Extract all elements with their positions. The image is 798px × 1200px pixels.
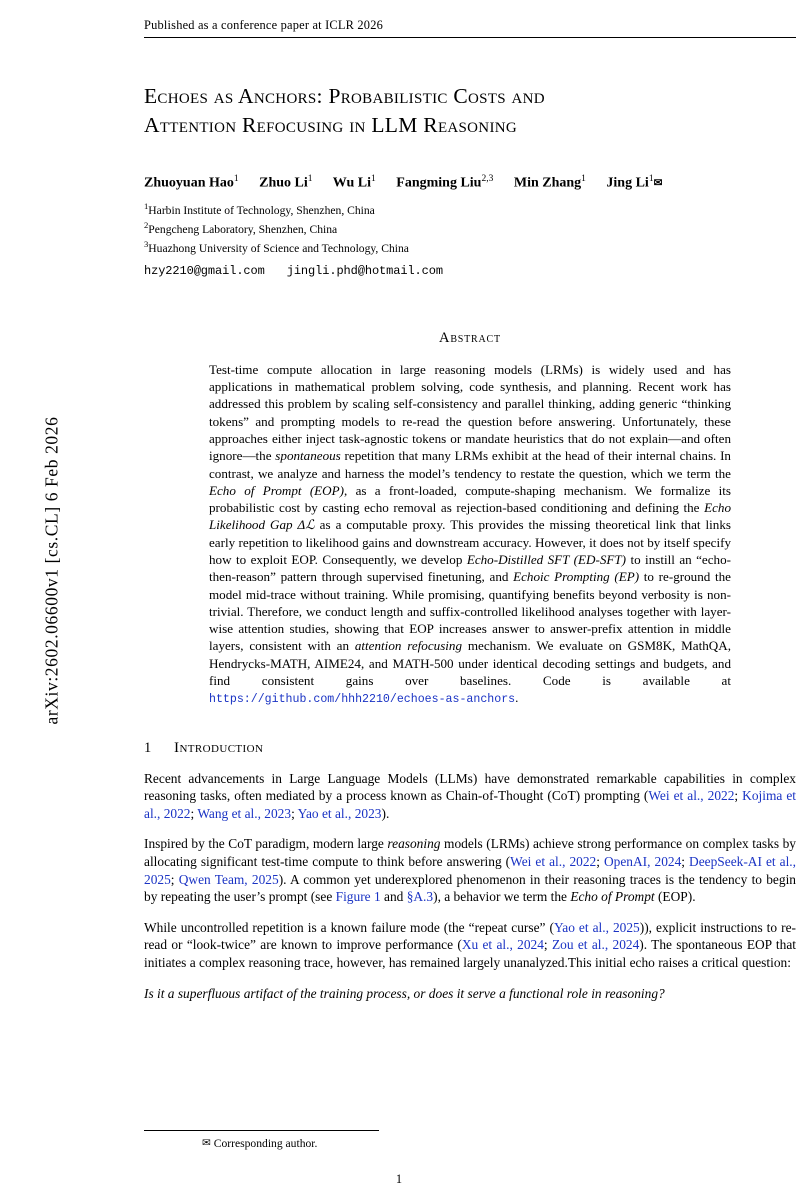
abstract-text: as a computable proxy. This provides the missing theoretical link that links early repetition to likelihood gains and downstream accuracy. However, it does not by itself specify how to exploit EOP. Consequently, we develop	[209, 517, 732, 567]
abstract-emphasis: Echo of Prompt (EOP)	[209, 482, 344, 498]
intro-paragraph-1	[144, 770, 796, 823]
title-line-1: Echoes as Anchors: Probabilistic Costs and	[144, 84, 545, 108]
paragraph-text: ;	[734, 788, 743, 804]
paragraph-text: ;	[543, 937, 552, 953]
citation-link[interactable]: Wei et al., 2022	[510, 854, 597, 870]
abstract-text: to instill an “echo-then-reason” pattern through supervised finetuning, and	[209, 552, 731, 585]
paragraph-text: ;	[291, 805, 298, 821]
paragraph-text: ).	[381, 805, 390, 821]
page-title	[144, 82, 796, 140]
citation-link[interactable]: Yao et al., 2025	[553, 919, 640, 935]
paragraph-text: )), explicit instructions to re-read or “look-twice” are known to improve performance (	[144, 919, 796, 953]
footnote	[202, 1137, 317, 1150]
paragraph-text: ;	[596, 854, 604, 870]
paragraph-emphasis: reasoning	[387, 836, 441, 852]
section-reference[interactable]: §A.3	[406, 889, 434, 905]
affiliation-text: Pengcheng Laboratory, Shenzhen, China	[148, 222, 338, 236]
citation-link[interactable]: Wei et al., 2022	[648, 788, 735, 804]
paragraph-text: ;	[190, 805, 198, 821]
figure-reference[interactable]: Figure 1	[335, 889, 381, 905]
running-header	[144, 18, 796, 38]
author-sup: 2,3	[481, 174, 494, 184]
paragraph-text: ), a behavior we term the	[433, 889, 571, 905]
citation-link[interactable]: Kojima et al., 2022	[144, 788, 796, 821]
section-title: Introduction	[174, 738, 264, 756]
abstract-emphasis: attention refocusing	[354, 638, 463, 654]
author-sup: 1	[581, 174, 586, 184]
paragraph-emphasis: Echo of Prompt	[570, 889, 655, 905]
abstract-emphasis: Echoic Prompting (EP)	[513, 569, 640, 585]
intro-paragraph-2	[144, 835, 796, 905]
paragraph-text: While uncontrolled repetition is a known failure mode (the “repeat curse” (	[144, 919, 554, 935]
content-column	[144, 70, 796, 1002]
citation-link[interactable]: OpenAI, 2024	[604, 854, 682, 870]
citation-link[interactable]: Zou et al., 2024	[551, 937, 640, 953]
title-line-2: Attention Refocusing in LLM Reasoning	[144, 113, 518, 137]
paragraph-text: ). The spontaneous EOP that initiates a complex reasoning trace, however, has remained largely unanalyzed.This initial echo raises a critical question:	[144, 937, 797, 971]
paragraph-text: Recent advancements in Large Language Models (LLMs) have demonstrated remarkable capabilities in complex reasoning tasks, often mediated by a process known as Chain-of-Thought (CoT) prompting (	[144, 770, 796, 804]
author-name: Jing Li	[606, 175, 649, 191]
affiliation-text: Huazhong University of Science and Technology, China	[148, 242, 409, 256]
abstract-emphasis: Echo-Distilled SFT (ED-SFT)	[466, 552, 627, 567]
section-number: 1	[144, 739, 152, 756]
abstract-heading: Abstract	[439, 329, 501, 346]
author-name: Min Zhang	[513, 175, 582, 191]
envelope-icon: ✉	[653, 177, 663, 189]
paragraph-text: (EOP).	[654, 889, 696, 905]
envelope-icon: ✉	[202, 1138, 211, 1149]
author-list	[144, 170, 796, 194]
author-sup: 1	[371, 174, 376, 184]
abstract-text: repetition that many LRMs exhibit at the head of their internal chains. In contrast, we analyze and harness the model’s tendency to restate the question, which we term the	[209, 448, 731, 481]
abstract-body	[209, 361, 731, 709]
abstract-text: mechanism. We evaluate on GSM8K, MathQA, Hendrycks-MATH, AIME24, and MATH-500 under identical decoding settings and budgets, and find consistent gains over baselines. Code is available at	[209, 638, 731, 689]
paragraph-text: ;	[681, 854, 690, 870]
running-header-text: Published as a conference paper at ICLR 2026	[144, 18, 383, 32]
author-sup: 1	[648, 174, 654, 184]
footnote-text: Corresponding author.	[213, 1137, 318, 1150]
citation-link[interactable]: Yao et al., 2023	[297, 805, 382, 821]
affiliation-sup: 2	[144, 220, 149, 231]
paragraph-text: Inspired by the CoT paradigm, modern large	[144, 836, 388, 852]
research-question: Is it a superfluous artifact of the training process, or does it serve a functional role in reasoning?	[144, 985, 665, 1001]
citation-link[interactable]: Xu et al., 2024	[461, 937, 544, 953]
author-name: Zhuoyuan Hao	[144, 175, 234, 191]
footnote-rule	[144, 1130, 379, 1131]
affiliation-sup: 1	[144, 200, 149, 211]
arxiv-stamp: arXiv:2602.06600v1 [cs.CL] 6 Feb 2026	[41, 416, 62, 725]
affiliation-list	[144, 199, 796, 257]
author-sup: 1	[307, 174, 313, 184]
paragraph-text: and	[380, 889, 407, 905]
affiliation-text: Harbin Institute of Technology, Shenzhen, China	[148, 203, 375, 217]
paragraph-text: models (LRMs) achieve strong performance on complex tasks by allocating significant test-time compute to think before answering (	[144, 836, 796, 870]
paragraph-text: ). A common yet underexplored phenomenon in their reasoning traces is the tendency to begin by repeating the user’s prompt (see	[144, 871, 796, 905]
abstract-text: Test-time compute allocation in large reasoning models (LRMs) is widely used and has applications in mathematical problem solving, code synthesis, and planning. Recent work has addressed this problem by scaling self-consistency and parallel thinking, adding generic “thinking tokens” and prompting models to re-read the question before answering. Unfortunately, these approaches either inject task-agnostic tokens or mandate heuristics that do not explain—and often ignore—the	[209, 361, 731, 464]
abstract-text: to re-ground the model mid-trace without training. While promising, quantifying benefits beyond verbosity is non-trivial. Therefore, we conduct length and suffix-controlled likelihood analyses together with layer-wise attention studies, showing that EOP increases answer to answer-prefix attention in middle layers, consistent with an	[209, 569, 731, 654]
email-secondary[interactable]: jingli.phd@hotmail.com	[286, 263, 443, 278]
abstract-emphasis: spontaneous	[275, 448, 341, 464]
citation-link[interactable]: DeepSeek-AI et al., 2025	[144, 854, 796, 887]
author-sup: 1	[233, 174, 239, 184]
page-number: 1	[395, 1172, 403, 1186]
affiliation-item	[144, 218, 796, 237]
author-name: Zhuo Li	[259, 175, 308, 191]
author-name: Wu Li	[332, 175, 372, 191]
email-primary[interactable]: hzy2210@gmail.com	[144, 263, 265, 278]
citation-link[interactable]: Qwen Team, 2025	[178, 871, 279, 887]
abstract-emphasis: Echo Likelihood Gap Δℒ	[209, 500, 731, 533]
intro-paragraph-3	[144, 919, 796, 972]
abstract-text: , as a front-loaded, compute-shaping mechanism. We formalize its probabilistic cost by casting echo removal as rejection-based conditioning and defining the	[209, 482, 731, 516]
author-name: Fangming Liu	[396, 175, 482, 191]
affiliation-item	[144, 199, 796, 218]
affiliation-sup: 3	[144, 239, 149, 250]
header-rule	[144, 37, 796, 38]
section-heading-introduction	[144, 739, 796, 757]
code-repository-link[interactable]: https://github.com/hhh2210/echoes-as-anchors	[209, 693, 516, 707]
email-line	[144, 264, 796, 278]
abstract-text: .	[515, 690, 519, 706]
citation-link[interactable]: Wang et al., 2023	[197, 805, 292, 821]
paragraph-text: ;	[170, 871, 179, 887]
affiliation-item	[144, 237, 796, 256]
